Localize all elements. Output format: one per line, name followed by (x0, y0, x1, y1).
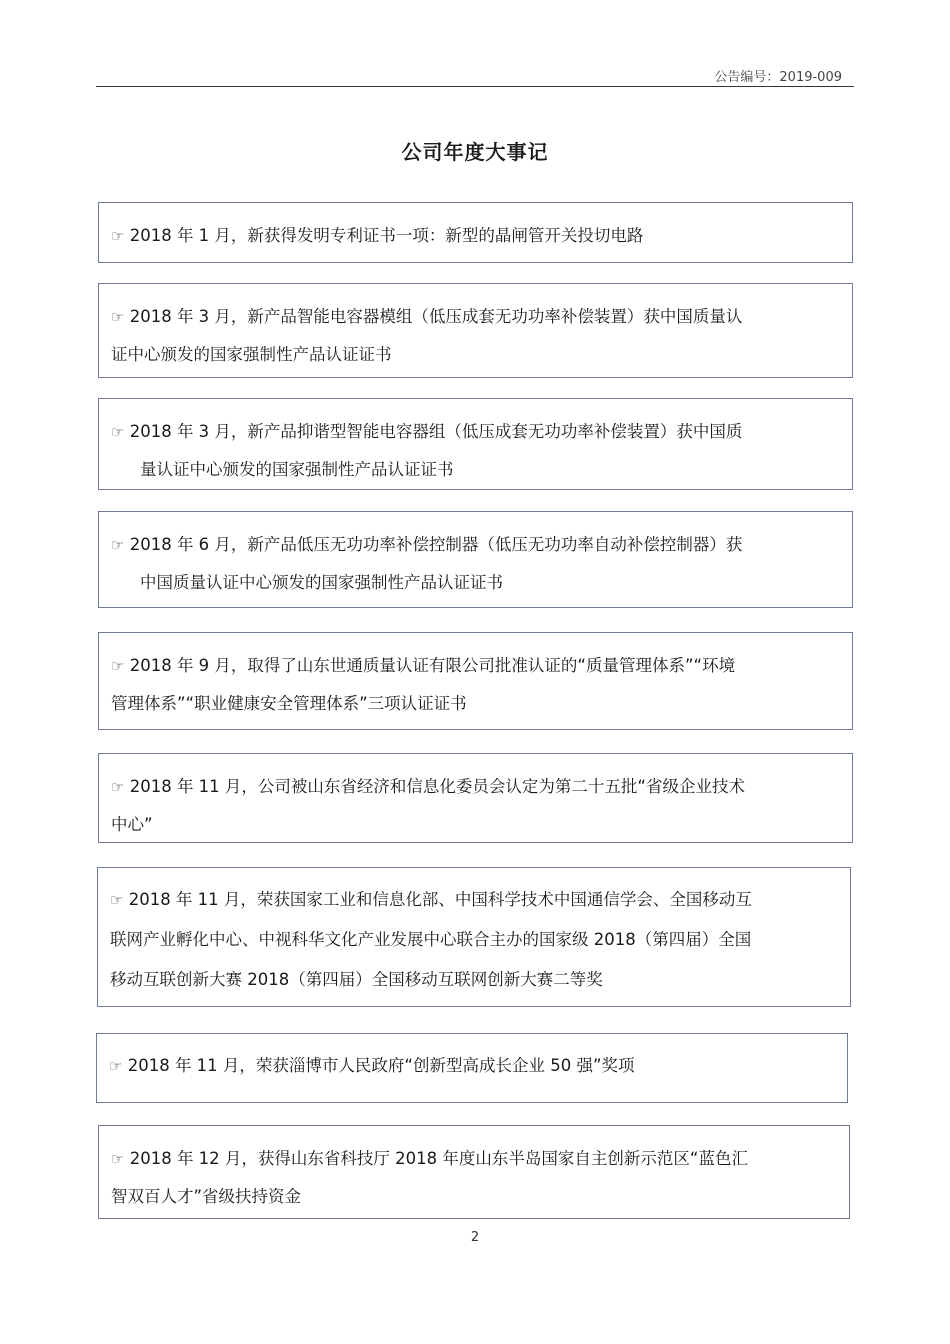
event-text: 2018 年 12 月，获得山东省科技厅 2018 年度山东半岛国家自主创新示范区“蓝色汇 (129, 1149, 748, 1168)
event-text-line: 量认证中心颁发的国家强制性产品认证证书 (140, 460, 454, 479)
event-box-6 (98, 753, 853, 843)
event-text: 2018 年 11 月，公司被山东省经济和信息化委员会认定为第二十五批“省级企业技术 (129, 777, 745, 796)
event-box-9 (98, 1125, 850, 1219)
announcement-number: 公告编号：2019-009 (714, 70, 842, 85)
pointing-hand-icon: ☞ (111, 308, 125, 326)
header-rule (96, 86, 854, 87)
pointing-hand-icon: ☞ (109, 1057, 123, 1075)
pointing-hand-icon: ☞ (111, 778, 125, 796)
event-text: 2018 年 11 月，荣获淄博市人民政府“创新型高成长企业 50 强”奖项 (127, 1056, 635, 1075)
pointing-hand-icon: ☞ (111, 657, 125, 675)
event-box-7 (97, 867, 851, 1007)
event-text-line: 智双百人才”省级扶持资金 (111, 1187, 302, 1206)
event-text: 2018 年 3 月，新产品抑谐型智能电容器组（低压成套无功功率补偿装置）获中国质 (129, 422, 743, 441)
event-text: 2018 年 6 月，新产品低压无功功率补偿控制器（低压无功功率自动补偿控制器）获 (129, 535, 743, 554)
event-text-line: 移动互联创新大赛 2018（第四届）全国移动互联网创新大赛二等奖 (110, 970, 603, 989)
event-box-1 (98, 202, 853, 263)
event-box-3 (98, 398, 853, 490)
event-text-line: 证中心颁发的国家强制性产品认证证书 (111, 345, 392, 364)
event-text-line: 中国质量认证中心颁发的国家强制性产品认证证书 (140, 573, 503, 592)
pointing-hand-icon: ☞ (111, 227, 125, 245)
page-title: 公司年度大事记 (401, 140, 549, 164)
event-text-line: 管理体系”“职业健康安全管理体系”三项认证证书 (111, 694, 467, 713)
pointing-hand-icon: ☞ (111, 423, 125, 441)
event-box-5 (98, 632, 853, 730)
pointing-hand-icon: ☞ (110, 891, 124, 909)
event-text-line: 中心” (111, 815, 153, 834)
event-text: 2018 年 1 月，新获得发明专利证书一项：新型的晶闸管开关投切电路 (129, 226, 644, 245)
event-text: 2018 年 9 月，取得了山东世通质量认证有限公司批准认证的“质量管理体系”“环境 (129, 656, 736, 675)
event-text-line: 联网产业孵化中心、中视科华文化产业发展中心联合主办的国家级 2018（第四届）全国 (110, 930, 752, 949)
event-text: 2018 年 11 月，荣获国家工业和信息化部、中国科学技术中国通信学会、全国移动互 (128, 890, 752, 909)
event-text: 2018 年 3 月，新产品智能电容器模组（低压成套无功功率补偿装置）获中国质量认 (129, 307, 743, 326)
event-box-2 (98, 283, 853, 378)
pointing-hand-icon: ☞ (111, 536, 125, 554)
event-box-8 (96, 1033, 848, 1103)
event-box-4 (98, 511, 853, 608)
pointing-hand-icon: ☞ (111, 1150, 125, 1168)
page-number: 2 (470, 1230, 480, 1245)
